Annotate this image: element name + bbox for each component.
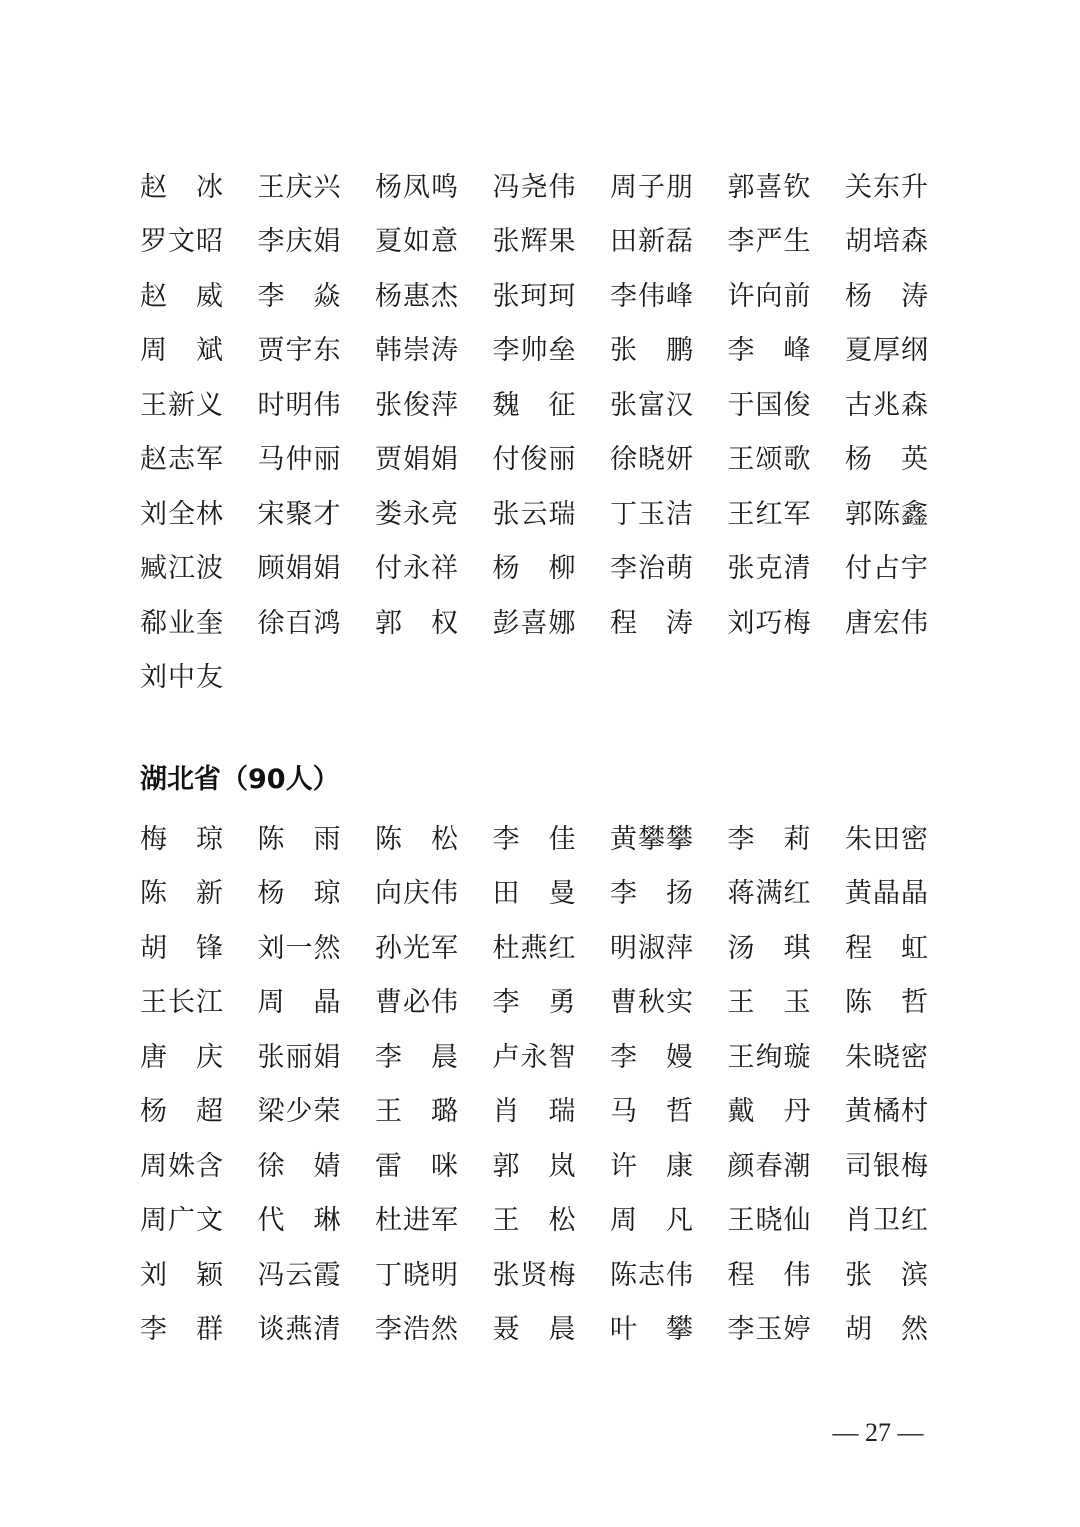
person-name: 赵 威 bbox=[140, 280, 224, 312]
person-name: 李 扬 bbox=[610, 878, 694, 910]
name-row bbox=[140, 433, 940, 488]
person-name: 胡 锋 bbox=[140, 932, 224, 964]
person-name: 徐晓妍 bbox=[610, 444, 694, 476]
person-name: 杜燕红 bbox=[492, 932, 577, 964]
person-name: 于国俊 bbox=[727, 389, 812, 421]
person-name: 蒋满红 bbox=[727, 878, 812, 910]
person-name: 肖 瑞 bbox=[492, 1096, 577, 1128]
person-name: 黄晶晶 bbox=[845, 878, 929, 910]
name-row bbox=[140, 542, 940, 597]
person-name: 谈燕清 bbox=[257, 1314, 342, 1346]
person-name: 陈志伟 bbox=[610, 1259, 694, 1291]
name-row bbox=[140, 1139, 940, 1194]
person-name: 司银梅 bbox=[845, 1150, 929, 1182]
person-name: 陈 雨 bbox=[257, 823, 342, 855]
person-name: 杨 琼 bbox=[257, 878, 342, 910]
person-name: 张贤梅 bbox=[492, 1259, 577, 1291]
person-name: 胡 然 bbox=[845, 1314, 929, 1346]
person-name: 刘中友 bbox=[140, 662, 224, 694]
person-name: 李 晨 bbox=[375, 1041, 459, 1073]
name-row bbox=[140, 1085, 940, 1140]
name-row bbox=[140, 269, 940, 324]
person-name: 李 峰 bbox=[727, 335, 812, 367]
person-name: 向庆伟 bbox=[375, 878, 459, 910]
person-name: 徐 婧 bbox=[257, 1150, 342, 1182]
person-name: 张 鹏 bbox=[610, 335, 694, 367]
person-name: 顾娟娟 bbox=[257, 553, 342, 585]
person-name: 马仲丽 bbox=[257, 444, 342, 476]
person-name: 王 松 bbox=[492, 1205, 577, 1237]
person-name: 郭喜钦 bbox=[727, 171, 812, 203]
person-name: 王颂歌 bbox=[727, 444, 812, 476]
section-heading-hubei: 湖北省（90人） bbox=[140, 764, 340, 795]
name-row bbox=[140, 1303, 940, 1358]
person-name: 王新义 bbox=[140, 389, 224, 421]
person-name: 付永祥 bbox=[375, 553, 459, 585]
person-name: 张辉果 bbox=[492, 226, 577, 258]
name-row bbox=[140, 1194, 940, 1249]
person-name: 李 佳 bbox=[492, 823, 577, 855]
person-name: 程 虹 bbox=[845, 932, 929, 964]
person-name: 冯云霞 bbox=[257, 1259, 342, 1291]
person-name: 贾娟娟 bbox=[375, 444, 459, 476]
person-name: 曹必伟 bbox=[375, 987, 459, 1019]
person-name: 曹秋实 bbox=[610, 987, 694, 1019]
person-name: 付俊丽 bbox=[492, 444, 577, 476]
person-name: 杨凤鸣 bbox=[375, 171, 459, 203]
name-row bbox=[140, 596, 940, 651]
page-number: — 27 — bbox=[832, 1418, 924, 1447]
person-name: 郭 岚 bbox=[492, 1150, 577, 1182]
person-name: 代 琳 bbox=[257, 1205, 342, 1237]
person-name: 郭 权 bbox=[375, 607, 459, 639]
person-name: 胡培森 bbox=[845, 226, 929, 258]
person-name: 李 焱 bbox=[257, 280, 342, 312]
person-name: 李伟峰 bbox=[610, 280, 694, 312]
person-name: 周子朋 bbox=[610, 171, 694, 203]
person-name: 朱晓密 bbox=[845, 1041, 929, 1073]
person-name: 王 璐 bbox=[375, 1096, 459, 1128]
person-name: 唐 庆 bbox=[140, 1041, 224, 1073]
person-name: 王庆兴 bbox=[257, 171, 342, 203]
person-name: 李庆娟 bbox=[257, 226, 342, 258]
person-name: 孙光军 bbox=[375, 932, 459, 964]
name-row bbox=[140, 215, 940, 270]
name-list-hubei bbox=[140, 812, 940, 1357]
person-name: 杨 涛 bbox=[845, 280, 929, 312]
person-name: 杨惠杰 bbox=[375, 280, 459, 312]
person-name: 李浩然 bbox=[375, 1314, 459, 1346]
person-name: 卢永智 bbox=[492, 1041, 577, 1073]
person-name: 程 涛 bbox=[610, 607, 694, 639]
person-name: 彭喜娜 bbox=[492, 607, 577, 639]
person-name: 许向前 bbox=[727, 280, 812, 312]
person-name: 张富汉 bbox=[610, 389, 694, 421]
name-row bbox=[140, 1030, 940, 1085]
person-name: 张云瑞 bbox=[492, 498, 577, 530]
person-name: 李严生 bbox=[727, 226, 812, 258]
person-name: 杨 柳 bbox=[492, 553, 577, 585]
person-name: 时明伟 bbox=[257, 389, 342, 421]
person-name: 陈 新 bbox=[140, 878, 224, 910]
person-name: 夏厚纲 bbox=[845, 335, 929, 367]
person-name: 丁晓明 bbox=[375, 1259, 459, 1291]
person-name: 张 滨 bbox=[845, 1259, 929, 1291]
person-name: 郭陈鑫 bbox=[845, 498, 929, 530]
person-name: 刘全林 bbox=[140, 498, 224, 530]
person-name: 杨 超 bbox=[140, 1096, 224, 1128]
name-list-previous-province bbox=[140, 160, 940, 705]
person-name: 梁少荣 bbox=[257, 1096, 342, 1128]
person-name: 王长江 bbox=[140, 987, 224, 1019]
person-name: 娄永亮 bbox=[375, 498, 459, 530]
person-name: 周姝含 bbox=[140, 1150, 224, 1182]
person-name: 黄橘村 bbox=[845, 1096, 929, 1128]
person-name: 关东升 bbox=[845, 171, 929, 203]
name-row bbox=[140, 976, 940, 1031]
person-name: 陈 松 bbox=[375, 823, 459, 855]
person-name: 张克清 bbox=[727, 553, 812, 585]
person-name: 陈 哲 bbox=[845, 987, 929, 1019]
person-name: 颜春潮 bbox=[727, 1150, 812, 1182]
person-name: 明淑萍 bbox=[610, 932, 694, 964]
person-name: 李 勇 bbox=[492, 987, 577, 1019]
person-name: 杜进军 bbox=[375, 1205, 459, 1237]
person-name: 赵 冰 bbox=[140, 171, 224, 203]
person-name: 丁玉洁 bbox=[610, 498, 694, 530]
person-name: 周 凡 bbox=[610, 1205, 694, 1237]
person-name: 刘 颖 bbox=[140, 1259, 224, 1291]
person-name: 李治萌 bbox=[610, 553, 694, 585]
name-row bbox=[140, 324, 940, 379]
person-name: 李 群 bbox=[140, 1314, 224, 1346]
person-name: 田新磊 bbox=[610, 226, 694, 258]
name-row bbox=[140, 487, 940, 542]
person-name: 王晓仙 bbox=[727, 1205, 812, 1237]
person-name: 付占宇 bbox=[845, 553, 929, 585]
name-row bbox=[140, 378, 940, 433]
person-name: 田 曼 bbox=[492, 878, 577, 910]
person-name: 古兆森 bbox=[845, 389, 929, 421]
person-name: 赵志军 bbox=[140, 444, 224, 476]
person-name: 聂 晨 bbox=[492, 1314, 577, 1346]
person-name: 马 哲 bbox=[610, 1096, 694, 1128]
person-name: 朱田密 bbox=[845, 823, 929, 855]
person-name: 贾宇东 bbox=[257, 335, 342, 367]
person-name: 张丽娟 bbox=[257, 1041, 342, 1073]
name-row bbox=[140, 1248, 940, 1303]
person-name: 韩崇涛 bbox=[375, 335, 459, 367]
person-name: 周 斌 bbox=[140, 335, 224, 367]
person-name: 魏 征 bbox=[492, 389, 577, 421]
person-name: 张珂珂 bbox=[492, 280, 577, 312]
person-name: 杨 英 bbox=[845, 444, 929, 476]
person-name: 刘巧梅 bbox=[727, 607, 812, 639]
person-name: 张俊萍 bbox=[375, 389, 459, 421]
name-row bbox=[140, 160, 940, 215]
person-name: 宋聚才 bbox=[257, 498, 342, 530]
person-name: 周广文 bbox=[140, 1205, 224, 1237]
name-row bbox=[140, 651, 940, 706]
person-name: 王绚璇 bbox=[727, 1041, 812, 1073]
name-row bbox=[140, 921, 940, 976]
person-name: 刘一然 bbox=[257, 932, 342, 964]
person-name: 王 玉 bbox=[727, 987, 812, 1019]
person-name: 李 嫚 bbox=[610, 1041, 694, 1073]
person-name: 汤 琪 bbox=[727, 932, 812, 964]
person-name: 李帅垒 bbox=[492, 335, 577, 367]
person-name: 梅 琼 bbox=[140, 823, 224, 855]
person-name: 肖卫红 bbox=[845, 1205, 929, 1237]
person-name: 唐宏伟 bbox=[845, 607, 929, 639]
person-name: 雷 咪 bbox=[375, 1150, 459, 1182]
person-name: 罗文昭 bbox=[140, 226, 224, 258]
person-name: 周 晶 bbox=[257, 987, 342, 1019]
person-name: 程 伟 bbox=[727, 1259, 812, 1291]
person-name: 夏如意 bbox=[375, 226, 459, 258]
person-name: 徐百鸿 bbox=[257, 607, 342, 639]
person-name: 戴 丹 bbox=[727, 1096, 812, 1128]
person-name: 黄攀攀 bbox=[610, 823, 694, 855]
person-name: 臧江波 bbox=[140, 553, 224, 585]
person-name: 许 康 bbox=[610, 1150, 694, 1182]
person-name: 冯尧伟 bbox=[492, 171, 577, 203]
person-name: 李 莉 bbox=[727, 823, 812, 855]
name-row bbox=[140, 812, 940, 867]
person-name: 王红军 bbox=[727, 498, 812, 530]
person-name: 李玉婷 bbox=[727, 1314, 812, 1346]
person-name: 郗业奎 bbox=[140, 607, 224, 639]
person-name: 叶 攀 bbox=[610, 1314, 694, 1346]
name-row bbox=[140, 867, 940, 922]
